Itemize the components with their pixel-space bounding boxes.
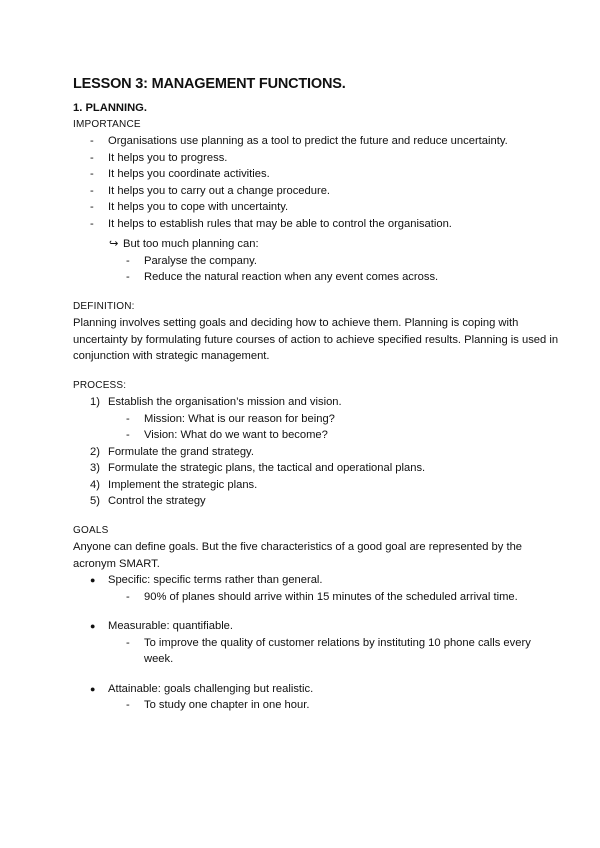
list-item: - Vision: What do we want to become?: [73, 427, 560, 444]
list-item: ● Attainable: goals challenging but realistic.: [73, 681, 560, 698]
dash-marker: -: [90, 168, 94, 180]
dash-marker: -: [126, 699, 130, 711]
list-item: - Paralyse the company.: [73, 253, 560, 270]
dash-marker: -: [90, 184, 94, 197]
list-item: 2) Formulate the grand strategy.: [90, 445, 254, 458]
list-item: 3) Formulate the strategic plans, the tactical and operational plans.: [90, 462, 426, 474]
list-item: - Mission: What is our reason for being?: [73, 411, 560, 428]
list-item: 5) Control the strategy: [90, 495, 206, 507]
list-item: 1) Establish the organisation’s mission and vision.: [90, 396, 342, 408]
dash-marker: -: [126, 412, 130, 425]
list-item: - To study one chapter in one hour.: [73, 697, 560, 714]
return-arrow-icon: ↪: [109, 238, 119, 250]
definition-text: Planning involves setting goals and deciding how to achieve them. Planning is coping with uncertainty by formulating future courses of action to achieve specified results. Planning is used in conjunction with strategic management.: [73, 317, 559, 362]
lesson-title: LESSON 3: MANAGEMENT FUNCTIONS.: [73, 76, 346, 92]
process-list: [73, 394, 560, 510]
dash-marker: -: [126, 254, 130, 267]
list-item: - To improve the quality of customer relations by instituting 10 phone calls every week.: [126, 636, 531, 665]
process-heading: PROCESS:: [73, 379, 127, 391]
list-item: - 90% of planes should arrive within 15 minutes of the scheduled arrival time.: [73, 589, 560, 606]
list-item: - It helps you coordinate activities.: [73, 166, 560, 183]
list-item: - It helps to establish rules that may be able to control the organisation.: [73, 216, 560, 233]
list-item: 4) Implement the strategic plans.: [90, 478, 258, 491]
list-item: ● Specific: specific terms rather than general.: [73, 572, 560, 589]
definition-heading: DEFINITION:: [73, 300, 135, 312]
section-heading: 1. PLANNING.: [73, 102, 147, 114]
importance-heading: IMPORTANCE: [73, 118, 141, 130]
dash-marker: -: [90, 135, 94, 147]
list-item: - It helps you to cope with uncertainty.: [73, 199, 560, 216]
bullet-icon: ●: [90, 683, 96, 694]
dash-marker: -: [90, 151, 94, 164]
list-item: - Organisations use planning as a tool to predict the future and reduce uncertainty.: [73, 133, 560, 150]
dash-marker: -: [90, 201, 94, 213]
arrow-note: ↪ But too much planning can:: [73, 236, 560, 253]
bullet-icon: ●: [90, 621, 96, 631]
dash-marker: -: [126, 429, 130, 441]
dash-marker: -: [126, 271, 130, 283]
list-item: - It helps you to carry out a change procedure.: [73, 183, 560, 200]
list-item: ● Measurable: quantifiable.: [73, 618, 560, 635]
list-item: - Reduce the natural reaction when any event comes across.: [73, 269, 560, 286]
goals-intro: Anyone can define goals. But the five characteristics of a good goal are represented by the acronym SMART.: [73, 541, 523, 570]
bullet-icon: ●: [90, 575, 96, 585]
goals-list: [73, 572, 560, 714]
importance-list: [73, 133, 560, 286]
dash-marker: -: [126, 636, 130, 649]
goals-heading: GOALS: [73, 524, 109, 536]
dash-marker: -: [126, 590, 130, 603]
list-item: - It helps you to progress.: [73, 150, 560, 167]
dash-marker: -: [90, 217, 94, 230]
